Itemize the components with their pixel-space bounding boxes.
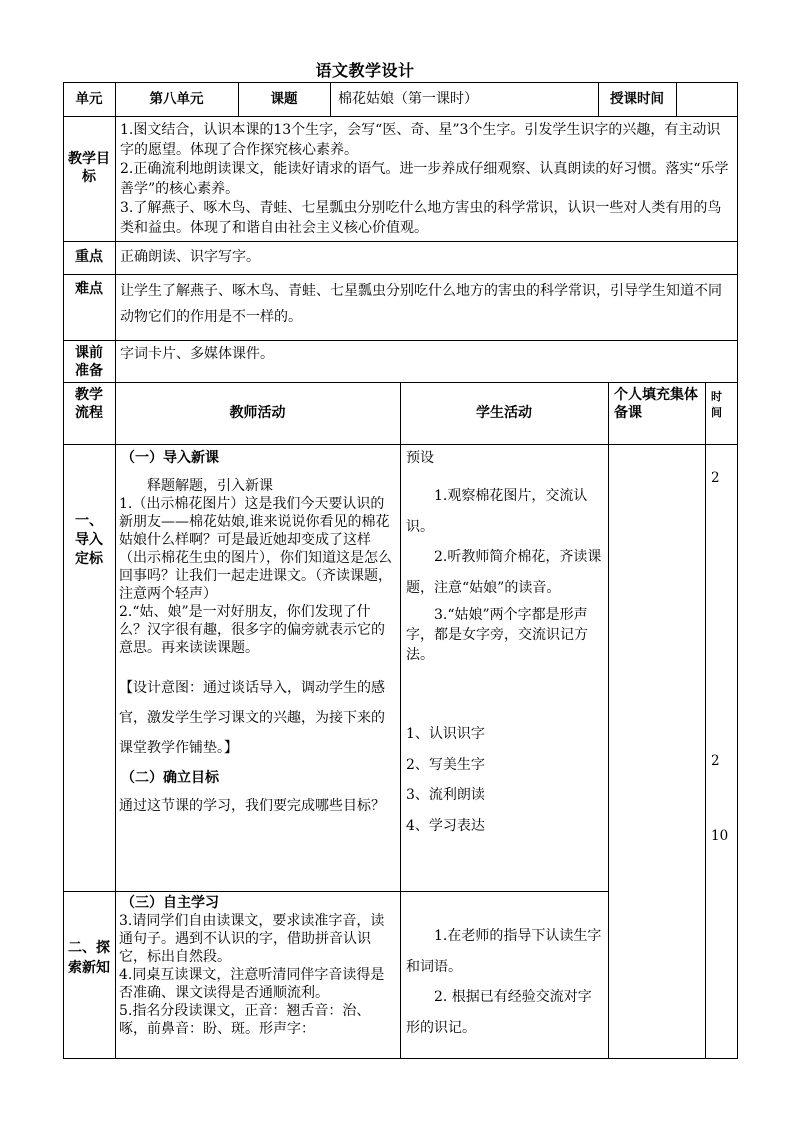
section1-heading-intro: （一）导入新课: [121, 450, 219, 466]
flow-time-header: 时间: [711, 390, 722, 419]
key-points-label: 重点: [75, 249, 103, 265]
section2-paragraph: 5.指名分段读课文，正音：翘舌音：治、啄，前鼻音：盼、斑。形声字：: [119, 1003, 371, 1037]
flow-process-header: 教学流程: [75, 387, 103, 421]
student-preset: 预设: [406, 450, 434, 466]
preparation-text: 字词卡片、多媒体课件。: [120, 346, 274, 362]
section1-label: 一、导入定标: [75, 513, 103, 567]
goals-label: 教学目标: [68, 151, 110, 185]
section2-label-text: 二、探索新知: [68, 940, 110, 976]
time-value: 2: [711, 470, 720, 486]
goal-item: 1.图文结合，认识本课的13个生字，会写“医、奇、星”3个生字。引发学生识字的兴趣，有主动识字的愿望。体现了合作探究核心素养。: [120, 122, 721, 158]
student-goal-item: 2、写美生字: [406, 756, 485, 773]
student-activity: 3.“姑娘”两个字都是形声字，都是女字旁，交流识记方法。: [406, 607, 588, 663]
goal-item: 3.了解燕子、啄木鸟、青蛙、七星瓢虫分别吃什么地方害虫的科学常识，认识一些对人类有用的鸟类和益虫。体现了和谐自由社会主义核心价值观。: [120, 200, 722, 236]
student-activity: 2.听教师简介棉花，齐读课题，注意“姑娘”的读音。: [406, 549, 602, 596]
table-border: [330, 82, 331, 116]
student-goal-item: 3、流利朗读: [406, 787, 485, 803]
section1-subheading: 释题解题，引入新课: [147, 478, 273, 494]
topic-label: 课题: [270, 91, 298, 107]
table-border: [63, 340, 737, 341]
flow-student-header: 学生活动: [476, 405, 532, 421]
goals-text: [120, 121, 734, 238]
student-activity: 1.在老师的指导下认读生字和词语。: [406, 928, 602, 975]
difficulty-label: 难点: [75, 281, 103, 297]
design-intent: 【设计意图：通过谈话导入，调动学生的感官，激发学生学习课文的兴趣，为接下来的课堂教学作铺垫。】: [119, 680, 385, 756]
unit-value: 第八单元: [149, 91, 204, 107]
section1-teacher: [119, 449, 397, 815]
table-border: [63, 116, 737, 117]
flow-teacher-header: 教师活动: [229, 405, 286, 421]
table-border: [63, 82, 737, 83]
difficulty-text: 让学生了解燕子、啄木鸟、青蛙、七星瓢虫分别吃什么地方的害虫的科学常识，引导学生知道不同动物它们的作用是不一样的。: [120, 283, 722, 325]
section2-paragraph: 4.同桌互读课文，注意听清同伴字音读得是否准确、课文读得是否通顺流利。: [119, 967, 385, 1001]
section2-student: [406, 921, 602, 1043]
table-border: [737, 82, 738, 1059]
unit-label: 单元: [75, 91, 103, 107]
table-border: [63, 82, 64, 1059]
table-border: [705, 382, 706, 1059]
time-value: 2: [711, 753, 720, 769]
section2-paragraph: 3.请同学们自由读课文，要求读准字音，读通句子。遇到不认识的字，借助拼音认识它，标出自然段。: [119, 913, 385, 965]
time-label: 授课时间: [610, 91, 664, 107]
topic-value: 棉花姑娘（第一课时）: [338, 91, 478, 107]
section2-label: [68, 938, 110, 978]
key-points-text: 正确朗读、识字写字。: [120, 249, 260, 265]
section1-paragraph: 1.（出示棉花图片）这是我们今天要认识的新朋友——棉花姑娘,谁来说说你看见的棉花姑娘什么样啊？可是最近她却变成了这样（出示棉花生虫的图片），你们知道这是怎么回事吗？让我们一起走进课文。（齐读课题，注意两个轻声）: [119, 496, 392, 602]
student-activity: 2. 根据已有经验交流对字形的识记。: [406, 989, 592, 1036]
table-border: [115, 82, 116, 1059]
page-title: 语文教学设计: [315, 61, 415, 80]
preparation-label: 课前准备: [75, 345, 103, 379]
section1-heading-goals: （二）确立目标: [121, 770, 219, 786]
table-border: [400, 382, 401, 1059]
table-border: [676, 82, 677, 116]
goal-item: 2.正确流利地朗读课文，能读好请求的语气。进一步养成仔细观察、认真朗读的好习惯。落实“乐学善学”的核心素养。: [120, 161, 729, 197]
section2-teacher: [119, 894, 397, 1038]
student-activity: 1.观察棉花图片，交流认识。: [406, 488, 588, 535]
section1-paragraph: 2.“姑、娘”是一对好朋友，你们发现了什么？汉字很有趣，很多字的偏旁就表示它的意思。再来读读课题。: [119, 604, 385, 656]
section1-paragraph: 通过这节课的学习，我们要完成哪些目标？: [119, 798, 385, 814]
student-goal-item: 1、认识识字: [406, 726, 485, 742]
table-border: [608, 382, 609, 1059]
section2-heading: （三）自主学习: [121, 895, 219, 911]
table-border: [63, 241, 737, 242]
table-border: [63, 891, 608, 892]
table-border: [63, 274, 737, 275]
section1-student: [406, 449, 602, 841]
flow-personal-header: 个人填充集体备课: [614, 387, 698, 421]
time-value: 10: [711, 828, 729, 844]
student-goal-item: 4、学习表达: [406, 817, 485, 834]
